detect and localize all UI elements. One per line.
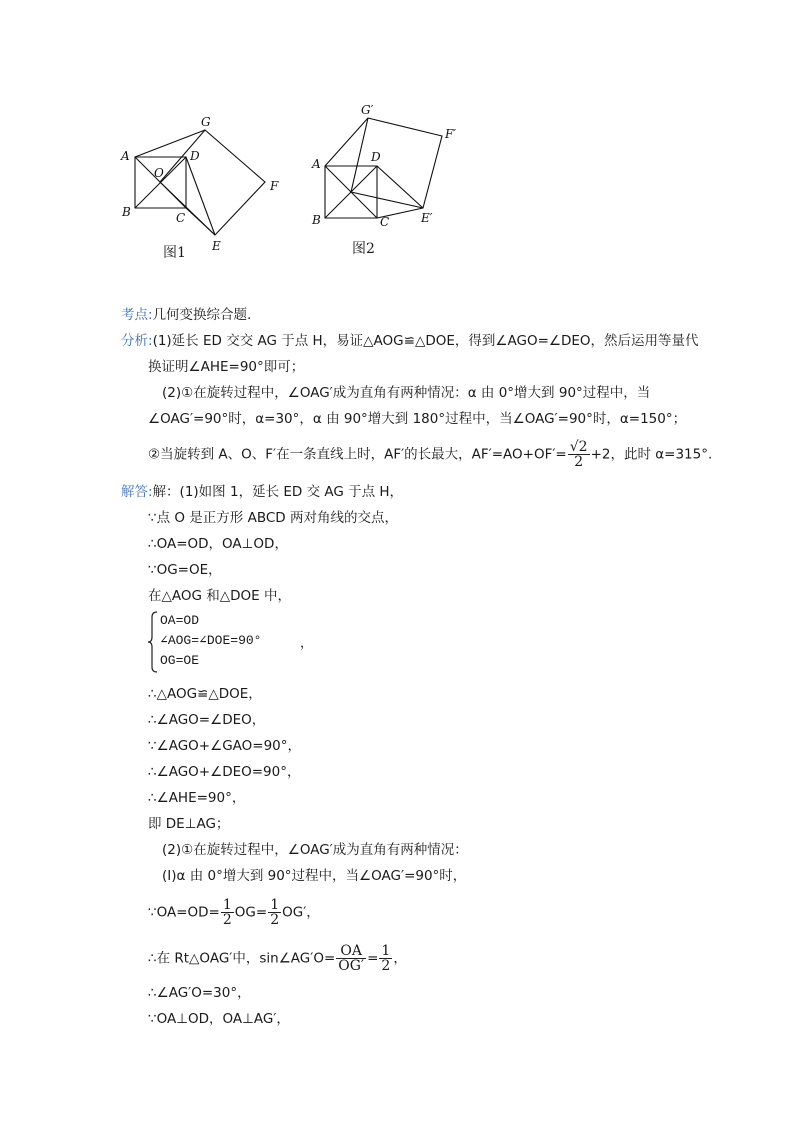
- kaodian-label: 考点:: [121, 307, 153, 323]
- kaodian-line: [121, 305, 251, 325]
- jieda-line-15: [148, 944, 407, 973]
- jieda-line-12: (2)①在旋转过程中，∠OAG′成为直角有两种情况：: [162, 842, 468, 858]
- kaodian-text: 几何变换综合题.: [152, 307, 252, 323]
- equation-row-3: OG=OE: [160, 653, 200, 668]
- jieda-line-9: ∴∠AGO+∠DEO=90°，: [148, 764, 301, 780]
- half-fraction-3-num: 1: [381, 943, 391, 959]
- fenxi-line-3: (2)①在旋转过程中，∠OAG′成为直角有两种情况：α 由 0°增大到 90°过程中，当: [162, 385, 651, 401]
- jieda-line-4: ∵OG=OE，: [148, 562, 222, 578]
- fig1-label-C: C: [176, 211, 186, 225]
- figure-2-caption: 图2: [352, 241, 375, 257]
- sin-fraction-den: OG′: [338, 958, 365, 974]
- jieda-label: 解答:: [121, 484, 153, 500]
- half-fraction-2-den: 2: [270, 912, 280, 928]
- jieda-text-14b: OG=: [234, 904, 268, 921]
- jieda-text-15b: =: [367, 950, 379, 967]
- fenxi-text-5b: +2，此时 α=315°.: [590, 446, 713, 463]
- jieda-line-7: ∴∠AGO=∠DEO，: [148, 712, 266, 728]
- fenxi-label: 分析:: [121, 333, 153, 349]
- fenxi-line-4: ∠OAG′=90°时，α=30°，α 由 90°增大到 180°过程中，当∠OAG′=90°时，α=150°；: [148, 411, 687, 427]
- jieda-text-15c: ，: [393, 950, 407, 967]
- figure-2: [305, 98, 465, 233]
- jieda-text-15a: ∴在 Rt△OAG′中，sin∠AG′O=: [148, 950, 336, 967]
- equation-tail: ，: [300, 636, 314, 651]
- figure-1-caption: 图1: [163, 245, 186, 261]
- figure-1: [110, 110, 310, 255]
- fenxi-fraction-denominator: 2: [574, 454, 584, 470]
- fig2-label-A: A: [312, 157, 321, 171]
- jieda-line-13: (Ⅰ)α 由 0°增大到 90°过程中，当∠OAG′=90°时，: [162, 868, 467, 884]
- jieda-line-10: ∴∠AHE=90°，: [148, 790, 246, 806]
- half-fraction-3-den: 2: [381, 958, 391, 974]
- fig2-label-B: B: [312, 213, 321, 227]
- half-fraction-1-num: 1: [222, 897, 232, 913]
- sin-fraction-num: OA: [336, 944, 366, 959]
- jieda-line-8: ∵∠AGO+∠GAO=90°，: [148, 738, 302, 754]
- fig1-label-O: O: [154, 166, 164, 180]
- half-fraction-3: [379, 944, 392, 973]
- fig1-label-G: G: [201, 115, 211, 129]
- fenxi-sqrt: √2: [569, 439, 588, 455]
- equation-row-1: OA=OD: [160, 613, 200, 628]
- fig2-label-D: D: [371, 150, 381, 164]
- jieda-line-16: ∴∠AG′O=30°，: [148, 985, 251, 1001]
- sin-fraction: [336, 944, 366, 973]
- fig2-label-E: E′: [421, 211, 433, 225]
- fenxi-fraction: [568, 440, 590, 469]
- fig1-label-E: E: [212, 239, 221, 253]
- left-brace-icon: [148, 611, 158, 673]
- jieda-text-14a: ∵OA=OD=: [148, 904, 220, 921]
- fig2-label-C: C: [380, 215, 390, 229]
- fenxi-line-2: 换证明∠AHE=90°即可；: [148, 359, 305, 375]
- jieda-line-2: ∵点 O 是正方形 ABCD 两对角线的交点，: [148, 510, 398, 526]
- fig2-label-G: G′: [361, 103, 374, 117]
- figure-2-diagram: [305, 98, 465, 233]
- fenxi-text-1: (1)延长 ED 交交 AG 于点 H，易证△AOG≌△DOE，得到∠AGO=∠DEO，然后运用等量代: [152, 333, 699, 349]
- equation-system: [148, 611, 318, 673]
- jieda-line-11: 即 DE⊥AG；: [148, 816, 230, 832]
- jieda-line-3: ∴OA=OD，OA⊥OD，: [148, 536, 288, 552]
- jieda-text-14c: OG′，: [282, 904, 320, 921]
- fenxi-fraction-numerator: [568, 440, 590, 455]
- fenxi-line-1: [121, 331, 699, 351]
- half-fraction-1: [221, 898, 234, 927]
- fig2-label-F: F′: [445, 127, 457, 141]
- fig1-label-D: D: [190, 149, 200, 163]
- half-fraction-2-num: 1: [270, 897, 280, 913]
- jieda-line-1: [121, 482, 403, 502]
- jieda-line-17: ∵OA⊥OD，OA⊥AG′，: [148, 1011, 290, 1027]
- jieda-line-5: 在△AOG 和△DOE 中，: [148, 588, 291, 604]
- half-fraction-2: [268, 898, 281, 927]
- fenxi-text-5a: ②当旋转到 A、O、F′在一条直线上时，AF′的长最大，AF′=AO+OF′=: [148, 446, 567, 463]
- fig1-label-F: F: [270, 179, 279, 193]
- jieda-line-14: [148, 898, 320, 927]
- equation-row-2: ∠AOG=∠DOE=90°: [160, 633, 262, 648]
- fig1-label-B: B: [122, 205, 131, 219]
- jieda-text-1: 解：(1)如图 1，延长 ED 交 AG 于点 H，: [152, 484, 404, 500]
- figure-1-diagram: [110, 110, 310, 255]
- jieda-line-6: ∴△AOG≌△DOE，: [148, 686, 262, 702]
- fenxi-line-5: [148, 440, 712, 469]
- fig1-label-A: A: [121, 149, 130, 163]
- half-fraction-1-den: 2: [222, 912, 232, 928]
